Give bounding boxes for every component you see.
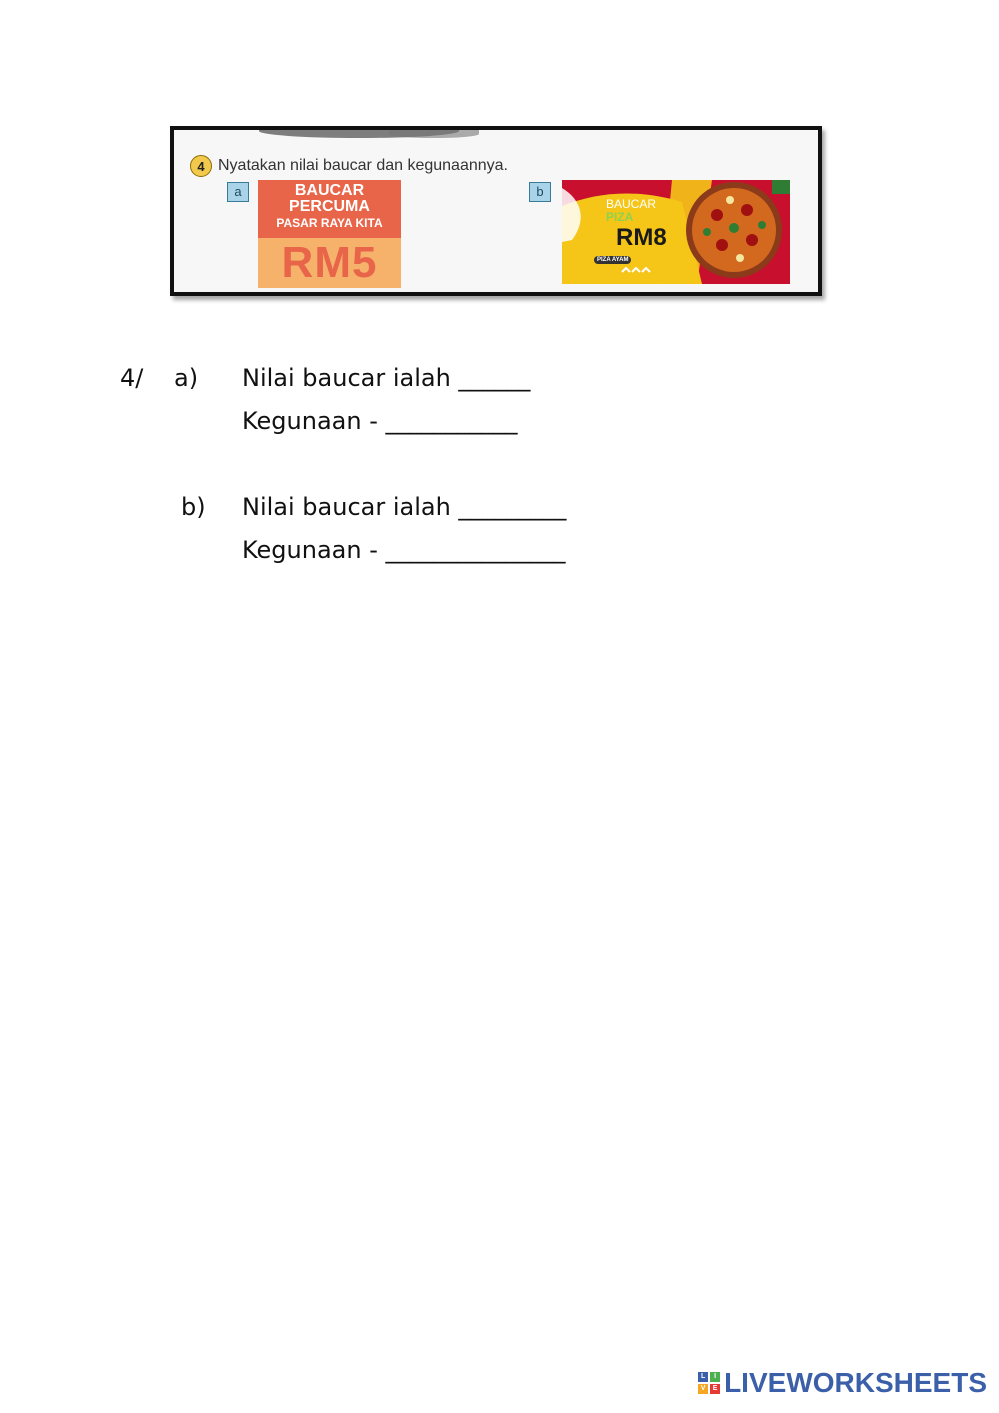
logo-letter: V [698,1384,708,1394]
voucher-a-amount: RM5 [258,238,401,288]
question-prefix: 4/ [120,364,144,392]
answer-b-value-line[interactable]: Nilai baucar ialah _________ [242,493,567,521]
voucher-b-amount: RM8 [616,224,667,251]
answer-a-label: a) [174,364,199,392]
voucher-a-line3: PASAR RAYA KITA [276,216,383,230]
logo-grid-icon [698,1372,720,1394]
voucher-b-brand: PIZA AYAM [594,256,631,264]
logo-letter: E [710,1384,720,1394]
voucher-b-image [562,180,790,284]
liveworksheets-logo [698,1367,987,1399]
textbook-question-image [170,126,822,296]
logo-letter: L [698,1372,708,1382]
voucher-b-line1: BAUCAR [606,197,657,211]
answer-a-use-line[interactable]: Kegunaan - ___________ [242,407,518,435]
answer-b-use-line[interactable]: Kegunaan - _______________ [242,536,566,564]
label-a-badge: a [227,182,249,202]
question-header [190,155,508,177]
voucher-b-line2: PIZA [606,210,634,224]
answer-a-value-line[interactable]: Nilai baucar ialah ______ [242,364,531,392]
question-instruction: Nyatakan nilai baucar dan kegunaannya. [218,157,508,174]
label-b-badge: b [529,182,551,202]
logo-brand-text: LIVEWORKSHEETS [724,1367,987,1398]
scan-smudge [389,130,479,138]
voucher-a-line2: PERCUMA [289,198,370,215]
logo-letter: I [710,1372,720,1382]
answer-b-label: b) [181,493,206,521]
voucher-a-image [258,180,401,288]
voucher-a-line1: BAUCAR [294,182,365,199]
voucher-b-artwork [562,180,790,284]
question-number-badge: 4 [190,155,212,177]
voucher-a-header [258,180,401,238]
